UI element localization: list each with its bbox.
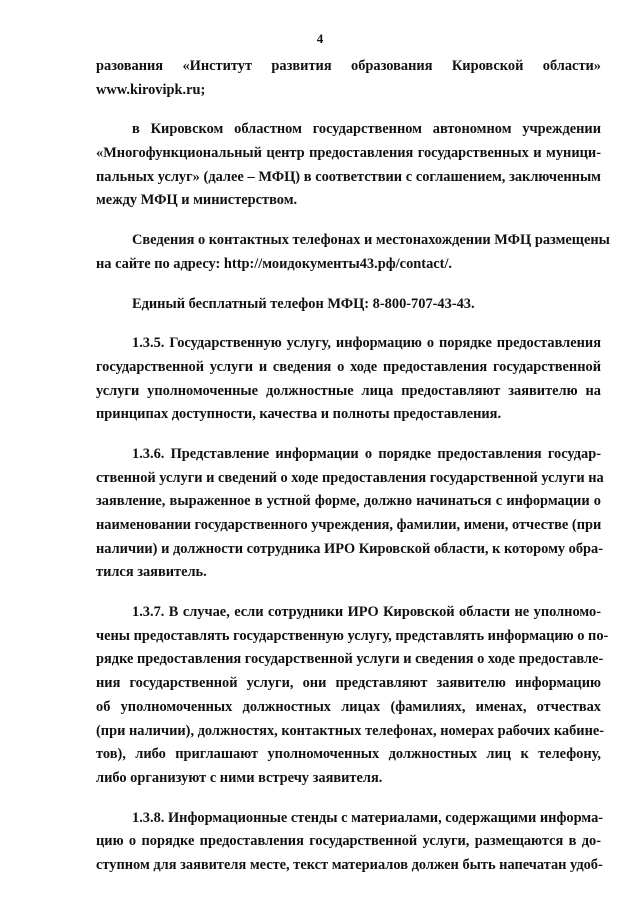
text-line: услуги уполномоченные должностные лица предоставляют заявителю на: [96, 382, 601, 399]
text-line: тился заявитель.: [96, 564, 207, 581]
text-line: тов), либо приглашают уполномоченных должностных лиц к телефону,: [96, 746, 601, 763]
paragraph-gap: [96, 316, 601, 332]
text-line: цию о порядке предоставления государственной услуги, размещаются в до-: [96, 833, 601, 850]
paragraph-gap: [96, 213, 601, 229]
paragraph-gap: [96, 585, 601, 601]
paragraph-mfc: [96, 118, 601, 213]
text-line: «Многофункциональный центр предоставления государственных и муници-: [96, 145, 601, 162]
text-line: на сайте по адресу: http://моидокументы43.рф/contact/.: [96, 255, 453, 272]
paragraph-1-3-8: [96, 807, 604, 878]
text-line: принципах доступности, качества и полноты предоставления.: [96, 406, 502, 423]
text-line: www.kirovipk.ru;: [96, 81, 206, 98]
paragraph-gap: [96, 791, 601, 807]
text-line: либо организуют с ними встречу заявителя.: [96, 769, 383, 786]
text-line: 1.3.5. Государственную услугу, информацию о порядке предоставления: [132, 335, 601, 352]
text-line: наименовании государственного учреждения, фамилии, имени, отчестве (при: [96, 517, 602, 533]
paragraph-1-3-7: [96, 601, 609, 791]
paragraph-1-3-5: [96, 332, 601, 427]
paragraph-gap: [96, 102, 601, 118]
paragraph-mfc-phone: [96, 293, 601, 317]
paragraph-1-3-6: [96, 443, 604, 585]
text-line: ственной услуги и сведений о ходе предоставления государственной услуги на: [96, 469, 604, 486]
text-line: наличии) и должности сотрудника ИРО Кировской области, к которому обра-: [96, 540, 604, 557]
text-line: чены предоставлять государственную услугу, представлять информацию о по-: [96, 627, 609, 644]
text-line: Сведения о контактных телефонах и местонахождении МФЦ размещены: [132, 232, 610, 249]
paragraph-mfc-contacts: [96, 229, 610, 276]
text-line: рядке предоставления государственной услуги и сведения о ходе предоставле-: [96, 651, 604, 668]
text-line: пальных услуг» (далее – МФЦ) в соответствии с соглашением, заключенным: [96, 168, 601, 185]
text-line: 1.3.6. Представление информации о порядке предоставления государ-: [132, 445, 601, 462]
paragraph-gap: [96, 427, 601, 443]
document-body: [96, 55, 610, 878]
text-line: ния государственной услуги, они представляют заявителю информацию: [96, 675, 601, 692]
text-line: об уполномоченных должностных лицах (фамилиях, именах, отчествах: [96, 698, 601, 715]
text-line: государственной услуги и сведения о ходе предоставления государственной: [96, 358, 601, 375]
text-line: 1.3.8. Информационные стенды с материалами, содержащими информа-: [132, 809, 604, 826]
page-number: 4: [316, 31, 324, 46]
text-line: разования «Институт развития образования Кировской области»: [96, 58, 601, 74]
text-line: ступном для заявителя месте, текст материалов должен быть напечатан удоб-: [96, 856, 603, 873]
text-line: между МФЦ и министерством.: [96, 192, 298, 209]
paragraph-ipo-continuation: [96, 55, 601, 102]
text-line: в Кировском областном государственном автономном учреждении: [132, 121, 601, 138]
text-line: 1.3.7. В случае, если сотрудники ИРО Кировской области не уполномо-: [132, 604, 601, 621]
paragraph-gap: [96, 277, 601, 293]
text-line: Единый бесплатный телефон МФЦ: 8-800-707-43-43.: [132, 295, 475, 312]
text-line: заявление, выраженное в устной форме, должно начинаться с информации о: [96, 493, 601, 510]
text-line: (при наличии), должностях, контактных телефонах, номерах рабочих кабине-: [96, 722, 605, 739]
